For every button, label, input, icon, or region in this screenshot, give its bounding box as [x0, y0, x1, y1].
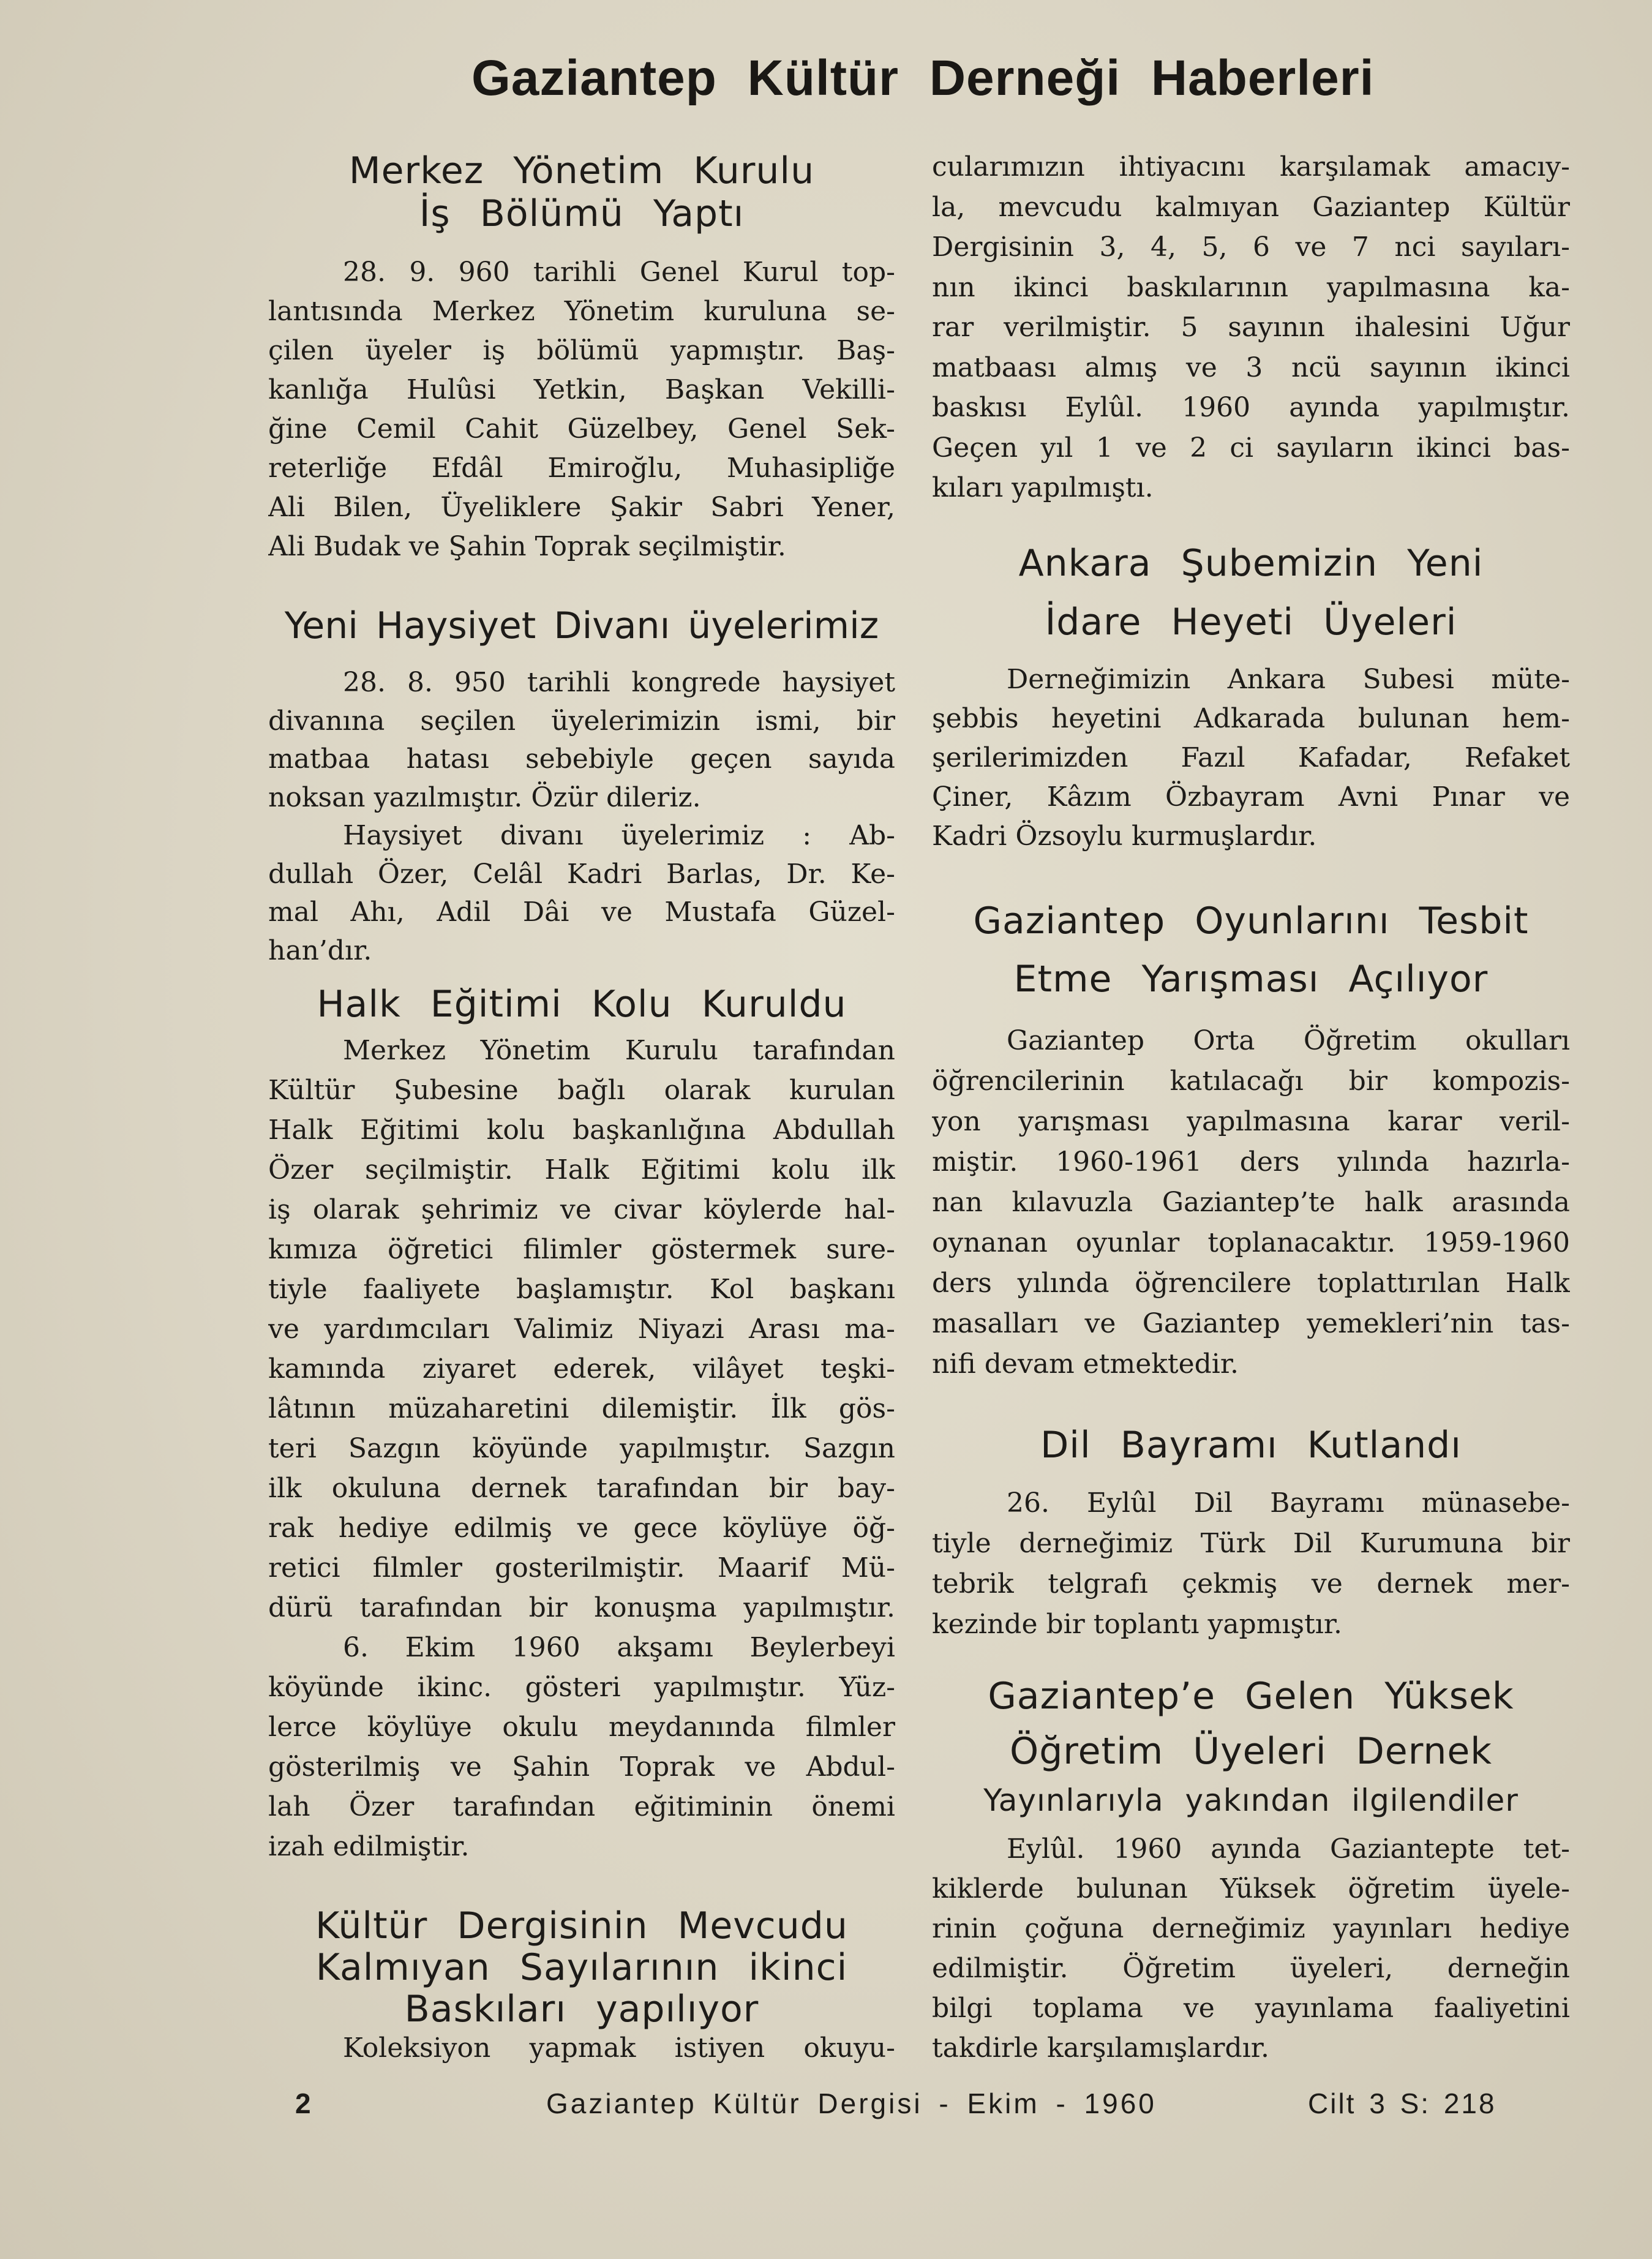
text-line: divanına seçilen üyelerimizin ismi, bir — [268, 705, 895, 737]
article-body-halk-egitimi — [268, 1031, 895, 1866]
text-line: 28. 8. 950 tarihli kongrede haysiyet — [343, 667, 895, 698]
article-body-oyunlar — [932, 1021, 1570, 1385]
text-line: masalları ve Gaziantep yemekleri’nin tas- — [932, 1308, 1570, 1339]
heading-line: Dil Bayramı Kutlandı — [1040, 1424, 1462, 1467]
heading-line: İş Bölümü Yaptı — [419, 192, 745, 235]
heading-line: Ankara Şubemizin Yeni — [1018, 542, 1484, 585]
text-line: cularımızın ihtiyacını karşılamak amacıy- — [932, 151, 1570, 182]
text-line: kamında ziyaret ederek, vilâyet teşki- — [268, 1353, 895, 1385]
heading-line: Gaziantep Oyunlarını Tesbit — [973, 900, 1529, 942]
text-line: Dergisinin 3, 4, 5, 6 ve 7 nci sayıları- — [932, 231, 1570, 263]
article-heading-haysiyet-divani — [268, 604, 895, 648]
text-line: Ali Budak ve Şahin Toprak seçilmiştir. — [268, 531, 786, 562]
text-line: lerce köylüye okulu meydanında filmler — [268, 1712, 895, 1743]
heading-line: Gaziantep’e Gelen Yüksek — [988, 1675, 1514, 1718]
text-line: Ali Bilen, Üyeliklere Şakir Sabri Yener, — [268, 492, 895, 523]
text-line: Koleksiyon yapmak istiyen okuyu- — [343, 2032, 895, 2064]
text-line: Gaziantep Orta Öğretim okulları — [1007, 1025, 1570, 1056]
footer-publication: Gaziantep Kültür Dergisi - Ekim - 1960 — [546, 2088, 1157, 2119]
article-body-dil-bayrami — [932, 1483, 1570, 1645]
text-line: rar verilmiştir. 5 sayının ihalesini Uğur — [932, 312, 1570, 343]
text-line: rinin çoğuna derneğimiz yayınları hediye — [932, 1913, 1570, 1944]
text-line: reterliğe Efdâl Emiroğlu, Muhasipliğe — [268, 453, 895, 484]
text-line: çilen üyeler iş bölümü yapmıştır. Baş- — [268, 335, 895, 366]
text-line: Halk Eğitimi kolu başkanlığına Abdullah — [268, 1114, 895, 1146]
text-line: mal Ahı, Adil Dâi ve Mustafa Güzel- — [268, 896, 895, 928]
article-heading-yuksek-ogretim — [932, 1669, 1570, 1779]
text-line: bilgi toplama ve yayınlama faaliyetini — [932, 1993, 1570, 2024]
text-line: 26. Eylûl Dil Bayramı münasebe- — [1007, 1487, 1570, 1519]
heading-line: Halk Eğitimi Kolu Kuruldu — [317, 983, 847, 1026]
text-line: nifi devam etmektedir. — [932, 1348, 1239, 1380]
text-line: takdirle karşılamışlardır. — [932, 2032, 1269, 2064]
heading-line: İdare Heyeti Üyeleri — [1045, 601, 1457, 644]
heading-line: Etme Yarışması Açılıyor — [1013, 958, 1489, 1001]
text-line: lah Özer tarafından eğitiminin önemi — [268, 1791, 895, 1822]
text-line: dullah Özer, Celâl Kadri Barlas, Dr. Ke- — [268, 858, 895, 890]
text-line: şebbis heyetini Adkarada bulunan hem- — [932, 703, 1570, 734]
text-line: tiyle faaliyete başlamıştır. Kol başkanı — [268, 1274, 895, 1305]
article-heading-dil-bayrami — [932, 1421, 1570, 1470]
text-line: ğine Cemil Cahit Güzelbey, Genel Sek- — [268, 413, 895, 445]
text-line: Özer seçilmiştir. Halk Eğitimi kolu ilk — [268, 1154, 895, 1186]
text-line: köyünde ikinc. gösteri yapılmıştır. Yüz- — [268, 1672, 895, 1703]
page-header-title: Gaziantep Kültür Derneği Haberleri — [471, 50, 1375, 106]
article-heading-merkez-yonetim — [268, 149, 895, 235]
article-heading-halk-egitimi — [268, 982, 895, 1026]
article-body-kultur-dergisi — [268, 2029, 895, 2068]
heading-line: Kalmıyan Sayılarının ikinci — [315, 1946, 848, 1989]
text-line: Derneğimizin Ankara Subesi müte- — [1007, 664, 1570, 695]
article-body-merkez-yonetim — [268, 253, 895, 566]
text-line: baskısı Eylûl. 1960 ayında yapılmıştır. — [932, 392, 1570, 423]
text-line: kıları yapılmıştı. — [932, 472, 1154, 503]
text-line: miştir. 1960-1961 ders yılında hazırla- — [932, 1146, 1570, 1178]
article-body-ankara-subesi — [932, 660, 1570, 856]
text-line: kiklerde bulunan Yüksek öğretim üyele- — [932, 1873, 1570, 1904]
text-line: tebrik telgrafı çekmiş ve dernek mer- — [932, 1568, 1570, 1599]
article-heading-ankara-subesi — [932, 534, 1570, 652]
text-line: ders yılında öğrencilere toplattırılan Halk — [932, 1268, 1570, 1299]
text-line: noksan yazılmıştır. Özür dileriz. — [268, 781, 701, 813]
article-body-haysiyet-divani — [268, 664, 895, 970]
text-line: şerilerimizden Fazıl Kafadar, Refaket — [932, 742, 1570, 773]
heading-line: Yeni Haysiyet Divanı üyelerimiz — [284, 604, 879, 647]
text-line: nın ikinci baskılarının yapılmasına ka- — [932, 271, 1570, 303]
text-line: Çiner, Kâzım Özbayram Avni Pınar ve — [932, 781, 1570, 813]
text-line: matbaa hatası sebebiyle geçen sayıda — [268, 743, 895, 775]
article-heading-oyunlar — [932, 892, 1570, 1009]
text-line: gösterilmiş ve Şahin Toprak ve Abdul- — [268, 1751, 895, 1783]
text-line: Haysiyet divanı üyelerimiz : Ab- — [343, 820, 895, 851]
text-line: 28. 9. 960 tarihli Genel Kurul top- — [343, 257, 895, 288]
text-line: Kültür Şubesine bağlı olarak kurulan — [268, 1075, 895, 1106]
text-line: teri Sazgın köyünde yapılmıştır. Sazgın — [268, 1433, 895, 1464]
heading-line: Merkez Yönetim Kurulu — [348, 149, 815, 192]
text-line: kezinde bir toplantı yapmıştır. — [932, 1609, 1343, 1640]
text-line: edilmiştir. Öğretim üyeleri, derneğin — [932, 1953, 1570, 1984]
text-line: öğrencilerinin katılacağı bir kompozis- — [932, 1066, 1570, 1097]
text-line: ilk okuluna dernek tarafından bir bay- — [268, 1473, 895, 1504]
text-line: lantısında Merkez Yönetim kuruluna se- — [268, 296, 895, 327]
subheading-line: Yayınlarıyla yakından ilgilendiler — [983, 1783, 1519, 1818]
text-line: izah edilmiştir. — [268, 1831, 470, 1862]
text-line: oynanan oyunlar toplanacaktır. 1959-1960 — [932, 1227, 1570, 1258]
text-line: dürü tarafından bir konuşma yapılmıştır. — [268, 1592, 895, 1623]
text-line: yon yarışması yapılmasına karar veril- — [932, 1106, 1570, 1137]
text-line: 6. Ekim 1960 akşamı Beylerbeyi — [343, 1632, 895, 1663]
text-line: rak hediye edilmiş ve gece köylüye öğ- — [268, 1513, 895, 1544]
text-line: tiyle derneğimiz Türk Dil Kurumuna bir — [932, 1528, 1570, 1559]
page-number: 2 — [295, 2088, 311, 2119]
text-line: Geçen yıl 1 ve 2 ci sayıların ikinci bas- — [932, 432, 1570, 464]
footer-issue: Cilt 3 S: 218 — [1308, 2088, 1496, 2119]
text-line: iş olarak şehrimiz ve civar köylerde hal- — [268, 1194, 895, 1225]
heading-line: Kültür Dergisinin Mevcudu — [315, 1904, 848, 1947]
text-line: ve yardımcıları Valimiz Niyazi Arası ma- — [268, 1314, 895, 1345]
text-line: kanlığa Hulûsi Yetkin, Başkan Vekilli- — [268, 374, 895, 405]
text-line: matbaası almış ve 3 ncü sayının ikinci — [932, 351, 1570, 383]
article-heading-kultur-dergisi — [268, 1905, 895, 2030]
text-line: Kadri Özsoylu kurmuşlardır. — [932, 821, 1317, 852]
article-body-kultur-dergisi-continued — [932, 147, 1570, 508]
text-line: nan kılavuzla Gaziantep’te halk arasında — [932, 1187, 1570, 1218]
text-line: lâtının müzaharetini dilemiştir. İlk gös- — [268, 1393, 895, 1424]
text-line: la, mevcudu kalmıyan Gaziantep Kültür — [932, 191, 1570, 223]
text-line: han’dır. — [268, 934, 372, 966]
heading-line: Öğretim Üyeleri Dernek — [1009, 1730, 1493, 1773]
article-body-yuksek-ogretim — [932, 1829, 1570, 2068]
article-subheading-yuksek-ogretim — [932, 1779, 1570, 1822]
text-line: kımıza öğretici filimler göstermek sure- — [268, 1234, 895, 1265]
text-line: Eylûl. 1960 ayında Gaziantepte tet- — [1007, 1833, 1570, 1865]
text-line: Merkez Yönetim Kurulu tarafından — [343, 1035, 895, 1066]
text-line: retici filmler gosterilmiştir. Maarif Mü- — [268, 1552, 895, 1584]
heading-line: Baskıları yapılıyor — [404, 1988, 759, 2031]
